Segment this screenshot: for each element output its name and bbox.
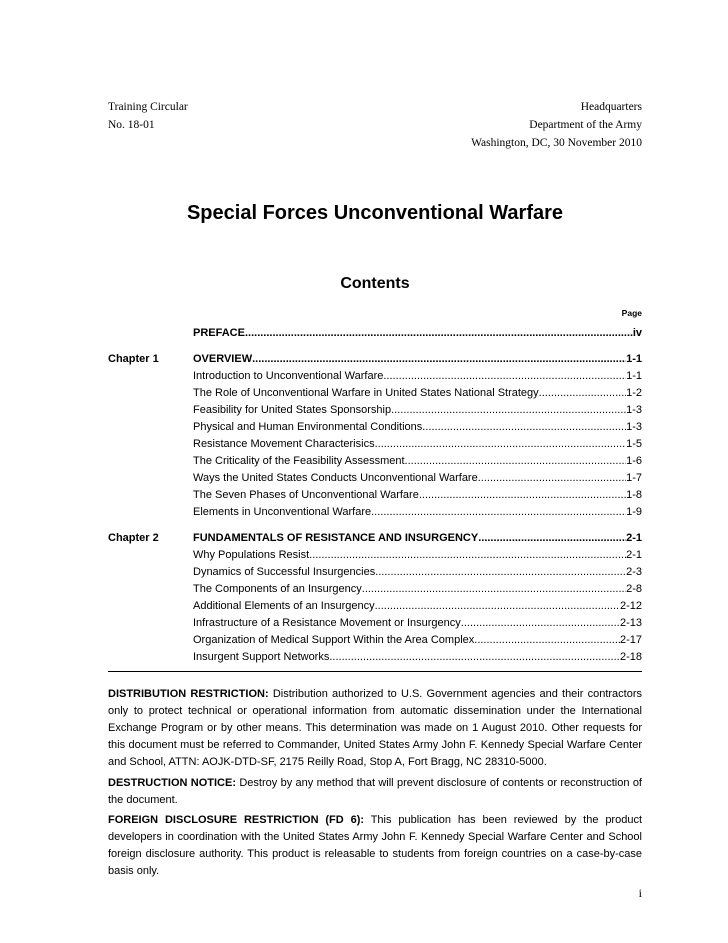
toc-entry-page: 1-8: [626, 489, 642, 501]
toc-entry[interactable]: [108, 419, 642, 436]
toc-entry[interactable]: [108, 564, 642, 581]
toc-entry-title: Physical and Human Environmental Conditions: [193, 421, 423, 433]
toc-entry[interactable]: [108, 368, 642, 385]
toc-entry-title: Elements in Unconventional Warfare: [193, 506, 372, 518]
dot-leader: [362, 581, 626, 598]
chapter-label: Chapter 1: [108, 353, 159, 365]
distribution-restriction: [108, 686, 642, 771]
toc-entry[interactable]: [108, 615, 642, 632]
dot-leader: [383, 368, 626, 385]
dot-leader: [375, 598, 620, 615]
table-of-contents: [108, 325, 642, 666]
issuing-headquarters: Headquarters: [580, 101, 642, 113]
toc-entry-page: 2-13: [619, 617, 642, 629]
dot-leader: [375, 436, 627, 453]
dot-leader: [375, 564, 626, 581]
notice-label: DESTRUCTION NOTICE:: [108, 777, 237, 789]
toc-entry-title: Organization of Medical Support Within the Area Complex: [193, 634, 475, 646]
dot-leader: [371, 504, 626, 521]
toc-entry-page: 1-6: [626, 455, 642, 467]
chapter-label: Chapter 2: [108, 532, 159, 544]
notice-text: This publication has been reviewed by the product developers in coordination with the United States Army John F. Kennedy Special Warfare Center and School foreign disclosure authority. This product is releasable to students from foreign countries on a case-by-case basis only.: [108, 814, 643, 877]
toc-entry-page: 2-1: [626, 532, 642, 544]
page-number: i: [638, 886, 642, 900]
toc-entry-page: 2-12: [619, 600, 642, 612]
toc-entry[interactable]: [108, 487, 642, 504]
toc-entry-page: 2-8: [626, 583, 642, 595]
toc-entry-title: The Role of Unconventional Warfare in United States National Strategy: [193, 387, 539, 399]
toc-entry-title: The Components of an Insurgency: [193, 583, 362, 595]
foreign-disclosure-restriction: [108, 812, 642, 880]
toc-entry[interactable]: [108, 402, 642, 419]
publication-type: Training Circular: [108, 101, 188, 113]
header-right: [471, 98, 642, 152]
toc-entry-page: 1-7: [626, 472, 642, 484]
dot-leader: [478, 470, 626, 487]
toc-entry-page: 2-18: [619, 651, 642, 663]
toc-entry-title: PREFACE: [193, 327, 245, 339]
toc-entry[interactable]: [108, 385, 642, 402]
toc-entry[interactable]: [108, 649, 642, 666]
dot-leader: [422, 419, 626, 436]
toc-entry-title: Additional Elements of an Insurgency: [193, 600, 375, 612]
toc-entry-page: 1-9: [626, 506, 642, 518]
chapter-title: OVERVIEW: [193, 353, 253, 365]
toc-entry-page: iv: [632, 327, 642, 339]
toc-entry-page: 1-1: [626, 353, 642, 365]
dot-leader: [309, 547, 626, 564]
document-title: Special Forces Unconventional Warfare: [186, 202, 564, 224]
toc-entry[interactable]: [108, 598, 642, 615]
toc-entry-title: Infrastructure of a Resistance Movement or Insurgency: [193, 617, 461, 629]
notice-text: Distribution authorized to U.S. Government agencies and their contractors only to protect technical or operational information from automatic dissemination under the International Exchange Program or by other means. This determination was made on 1 August 2010. Other requests for this document must be referred to Commander, United States Army John F. Kennedy Special Warfare Center and School, ATTN: AOJK-DTD-SF, 2175 Reilly Road, Stop A, Fort Bragg, NC 28310-5000.: [108, 688, 643, 768]
section-divider: [108, 671, 642, 672]
toc-entry-title: Resistance Movement Characterisics: [193, 438, 375, 450]
toc-entry[interactable]: [108, 436, 642, 453]
toc-entry-page: 1-1: [626, 370, 642, 382]
toc-chapter-2[interactable]: [108, 530, 642, 547]
toc-entry-page: 2-3: [626, 566, 642, 578]
dot-leader: [461, 615, 620, 632]
dot-leader: [539, 385, 626, 402]
dot-leader: [245, 325, 633, 342]
toc-entry-page: 1-2: [626, 387, 642, 399]
header-left: [108, 98, 188, 134]
publication-number: No. 18-01: [108, 119, 155, 131]
toc-entry-title: Feasibility for United States Sponsorship: [193, 404, 392, 416]
toc-entry-page: 2-1: [626, 549, 642, 561]
page-column-label: Page: [621, 308, 642, 318]
toc-entry-title: The Seven Phases of Unconventional Warfare: [193, 489, 419, 501]
dot-leader: [419, 487, 626, 504]
dot-leader: [405, 453, 627, 470]
toc-entry-page: 2-17: [619, 634, 642, 646]
toc-entry-page: 1-3: [626, 421, 642, 433]
toc-entry[interactable]: [108, 470, 642, 487]
toc-entry[interactable]: [108, 547, 642, 564]
issuing-department: Department of the Army: [529, 119, 642, 131]
toc-preface[interactable]: [108, 325, 642, 342]
toc-entry-page: 1-3: [626, 404, 642, 416]
notice-label: DISTRIBUTION RESTRICTION:: [108, 688, 269, 700]
toc-entry-title: Ways the United States Conducts Unconventional Warfare: [193, 472, 478, 484]
toc-entry[interactable]: [108, 581, 642, 598]
dot-leader: [332, 649, 620, 666]
toc-entry[interactable]: [108, 632, 642, 649]
toc-entry-title: The Criticality of the Feasibility Assessment: [193, 455, 405, 467]
toc-entry-title: Why Populations Resist: [193, 549, 310, 561]
dot-leader: [478, 530, 626, 547]
toc-entry[interactable]: [108, 504, 642, 521]
toc-chapter-1[interactable]: [108, 351, 642, 368]
notice-label: FOREIGN DISCLOSURE RESTRICTION (FD 6):: [108, 814, 365, 826]
destruction-notice: [108, 775, 642, 809]
toc-entry[interactable]: [108, 453, 642, 470]
dot-leader: [474, 632, 620, 649]
contents-heading: Contents: [340, 275, 410, 292]
dot-leader: [252, 351, 626, 368]
chapter-title: FUNDAMENTALS OF RESISTANCE AND INSURGENCY: [193, 532, 479, 544]
notice-text: Destroy by any method that will prevent disclosure of contents or reconstruction of the document.: [108, 777, 642, 806]
toc-entry-title: Introduction to Unconventional Warfare: [193, 370, 384, 382]
issue-location-date: Washington, DC, 30 November 2010: [471, 137, 642, 149]
toc-entry-page: 1-5: [626, 438, 642, 450]
dot-leader: [391, 402, 626, 419]
toc-entry-title: Dynamics of Successful Insurgencies: [193, 566, 376, 578]
toc-entry-title: Insurgent Support Networks.: [193, 651, 333, 663]
